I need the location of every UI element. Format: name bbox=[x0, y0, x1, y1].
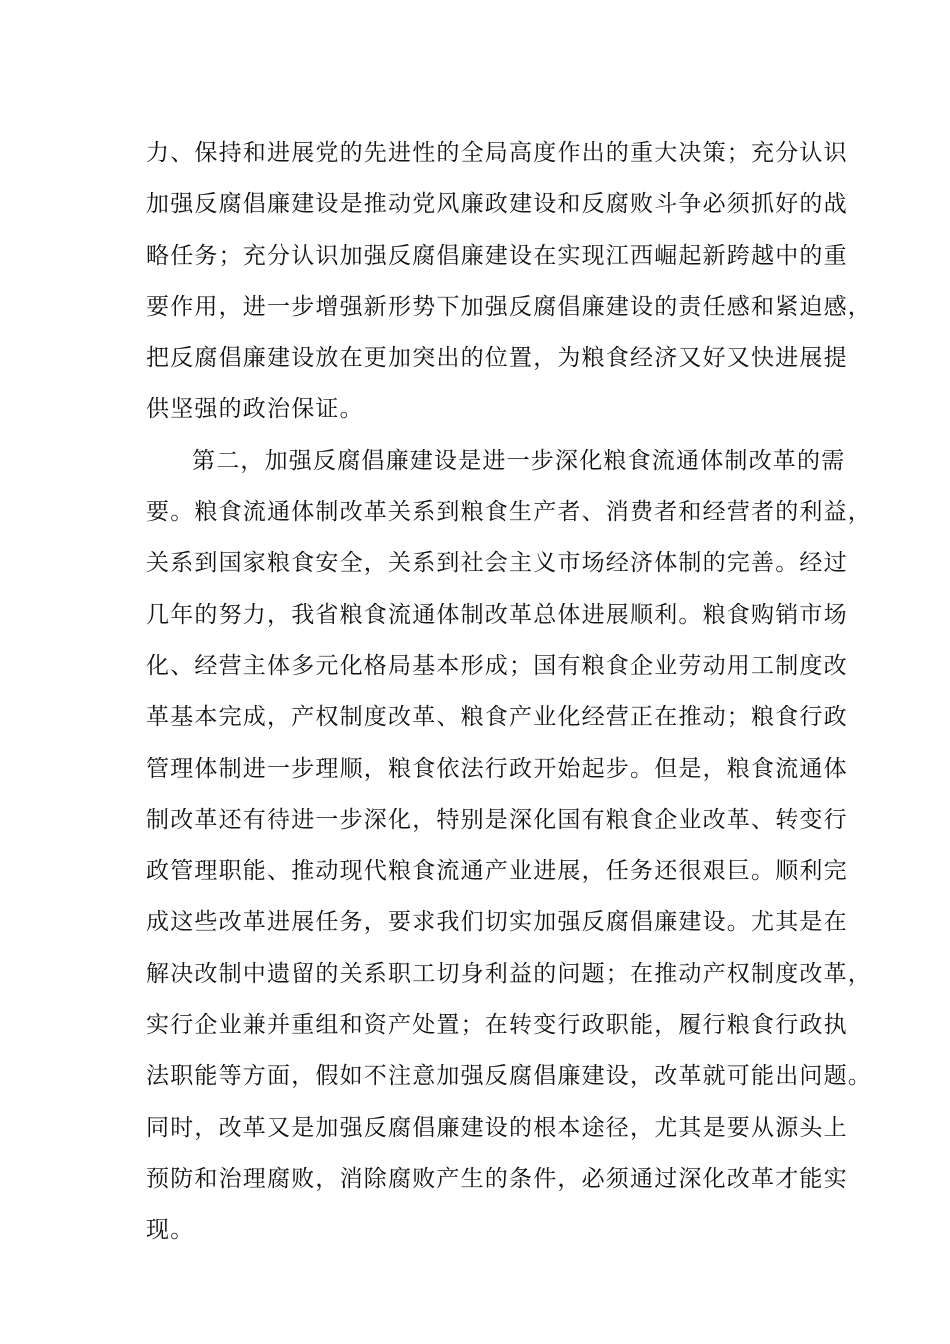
text-line: 成这些改革进展任务，要求我们切实加强反腐倡廉建设。尤其是在 bbox=[146, 909, 848, 936]
text-line: 管理体制进一步理顺，粮食依法行政开始起步。但是，粮食流通体 bbox=[146, 755, 848, 782]
paragraph-start-line: 第二，加强反腐倡廉建设是进一步深化粮食流通体制改革的需 bbox=[192, 447, 846, 474]
text-line: 预防和治理腐败，消除腐败产生的条件，必须通过深化改革才能实 bbox=[146, 1165, 848, 1192]
text-line: 要。粮食流通体制改革关系到粮食生产者、消费者和经营者的利益， bbox=[146, 499, 872, 526]
text-line: 供坚强的政治保证。 bbox=[146, 396, 364, 423]
text-line: 几年的努力，我省粮食流通体制改革总体进展顺利。粮食购销市场 bbox=[146, 601, 848, 628]
text-line: 关系到国家粮食安全，关系到社会主义市场经济体制的完善。经过 bbox=[146, 550, 848, 577]
body-text bbox=[146, 130, 872, 1259]
text-line: 制改革还有待进一步深化，特别是深化国有粮食企业改革、转变行 bbox=[146, 806, 848, 833]
text-line: 力、保持和进展党的先进性的全局高度作出的重大决策；充分认识 bbox=[146, 140, 848, 166]
text-line: 同时，改革又是加强反腐倡廉建设的根本途径，尤其是要从源头上 bbox=[146, 1114, 848, 1141]
text-line: 实行企业兼并重组和资产处置；在转变行政职能，履行粮食行政执 bbox=[146, 1012, 848, 1039]
text-line: 要作用，进一步增强新形势下加强反腐倡廉建设的责任感和紧迫感， bbox=[146, 293, 872, 320]
text-line: 略任务；充分认识加强反腐倡廉建设在实现江西崛起新跨越中的重 bbox=[146, 242, 848, 269]
text-line: 政管理职能、推动现代粮食流通产业进展，任务还很艰巨。顺利完 bbox=[146, 858, 848, 885]
text-line: 解决改制中遗留的关系职工切身利益的问题；在推动产权制度改革， bbox=[146, 960, 872, 987]
text-line: 加强反腐倡廉建设是推动党风廉政建设和反腐败斗争必须抓好的战 bbox=[146, 191, 848, 218]
text-line: 现。 bbox=[146, 1217, 195, 1244]
text-line: 革基本完成，产权制度改革、粮食产业化经营正在推动；粮食行政 bbox=[146, 704, 848, 731]
text-line: 把反腐倡廉建设放在更加突出的位置，为粮食经济又好又快进展提 bbox=[146, 345, 848, 372]
text-line: 化、经营主体多元化格局基本形成；国有粮食企业劳动用工制度改 bbox=[146, 652, 848, 679]
text-line: 法职能等方面，假如不注意加强反腐倡廉建设，改革就可能出问题。 bbox=[146, 1063, 872, 1090]
